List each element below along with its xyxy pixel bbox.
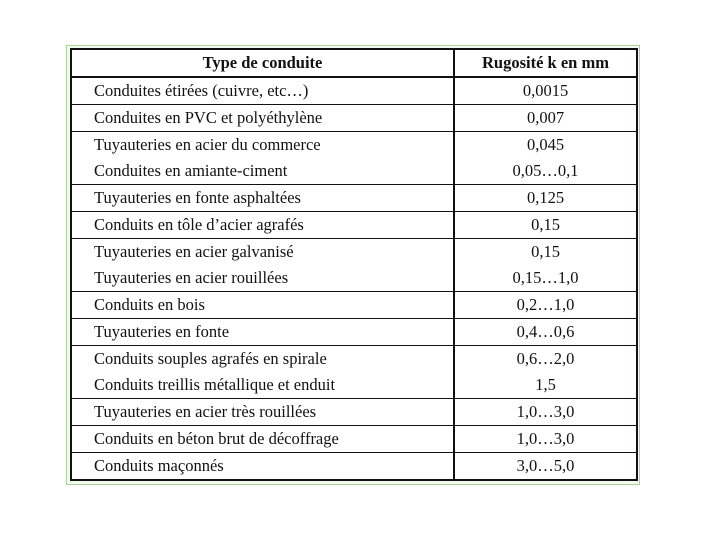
table-body: [71, 77, 637, 480]
pipe-type-cell: Tuyauteries en fonte asphaltées: [71, 185, 454, 212]
roughness-value-cell: 0,05…0,1: [512, 161, 579, 180]
roughness-value-cell: 0,2…1,0: [454, 292, 637, 319]
roughness-value-cell: 0,045: [454, 132, 637, 159]
roughness-value-cell: 0,007: [454, 105, 637, 132]
table-row: [71, 105, 637, 132]
pipe-type-cell: Conduits en bois: [71, 292, 454, 319]
pipe-type-cell: Conduits maçonnés: [71, 453, 454, 481]
header-row: [71, 49, 637, 77]
roughness-value-cell: 0,125: [454, 185, 637, 212]
table-row: [71, 185, 637, 212]
pipe-type-cell: Conduites en PVC et polyéthylène: [71, 105, 454, 132]
pipe-type-cell: Tuyauteries en acier très rouillées: [71, 399, 454, 426]
table-row: [71, 346, 637, 373]
column-header-pipe-type: Type de conduite: [71, 49, 454, 77]
roughness-value-cell: 1,5: [535, 375, 556, 394]
table-row: [71, 399, 637, 426]
table-row: [71, 372, 637, 399]
pipe-type-cell: Conduites en amiante-ciment: [71, 158, 454, 185]
roughness-value-cell: 0,15: [454, 239, 637, 266]
roughness-value-cell: 3,0…5,0: [454, 453, 637, 481]
table-header: [71, 49, 637, 77]
roughness-value-cell: 0,6…2,0: [454, 346, 637, 373]
pipe-type-cell: Conduits en tôle d’acier agrafés: [71, 212, 454, 239]
roughness-value-cell: 0,4…0,6: [454, 319, 637, 346]
roughness-table: [70, 48, 638, 481]
pipe-type-cell: Conduits treillis métallique et enduit: [71, 372, 454, 399]
pipe-type-cell: Conduits souples agrafés en spirale: [71, 346, 454, 373]
column-header-roughness: Rugosité k en mm: [454, 49, 637, 77]
table-row: [71, 132, 637, 159]
pipe-type-cell: Conduits en béton brut de décoffrage: [71, 426, 454, 453]
table-row: [71, 239, 637, 266]
roughness-value-cell: 0,15: [454, 212, 637, 239]
roughness-value-cell: 0,0015: [522, 81, 569, 100]
table-row: [71, 77, 637, 105]
pipe-type-cell: Tuyauteries en fonte: [71, 319, 454, 346]
table-row: [71, 319, 637, 346]
roughness-value-cell: 1,0…3,0: [454, 399, 637, 426]
table-row: [71, 158, 637, 185]
pipe-type-cell: Tuyauteries en acier du commerce: [71, 132, 454, 159]
table-row: [71, 265, 637, 292]
pipe-type-cell: Conduites étirées (cuivre, etc…): [71, 77, 454, 105]
table-row: [71, 292, 637, 319]
roughness-value-cell: 1,0…3,0: [454, 426, 637, 453]
table-row: [71, 426, 637, 453]
roughness-value-cell: 0,15…1,0: [512, 268, 579, 287]
pipe-type-cell: Tuyauteries en acier rouillées: [71, 265, 454, 292]
table-frame: [66, 45, 640, 485]
pipe-type-cell: Tuyauteries en acier galvanisé: [71, 239, 454, 266]
table-row: [71, 453, 637, 481]
table-row: [71, 212, 637, 239]
